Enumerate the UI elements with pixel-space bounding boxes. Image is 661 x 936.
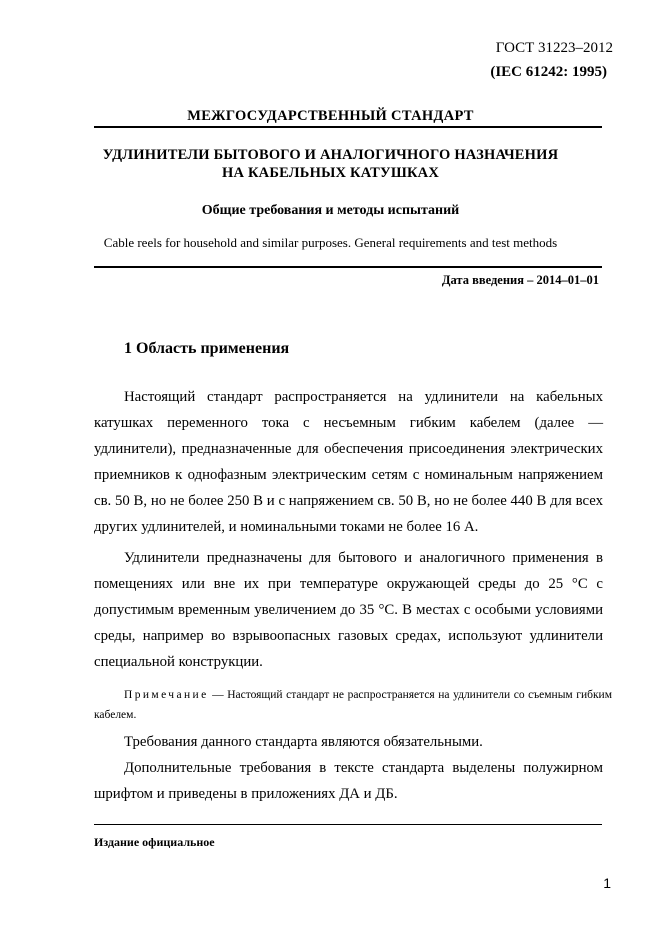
paragraph-application: Удлинители предназначены для бытового и аналогичного применения в помещениях или вне их при температуре окружающей среды до 25 °С с допустимым временным увеличением до 35 °С. В местах с особыми условиями среды, например во взрывоопасных газовых средах, используют удлинители специальной конструкции. xyxy=(94,550,603,670)
introduction-date: Дата введения – 2014–01–01 xyxy=(441,273,599,287)
page-number: 1 xyxy=(603,875,611,891)
gost-number: ГОСТ 31223–2012 xyxy=(495,40,613,56)
official-edition-label: Издание официальное xyxy=(94,835,215,849)
document-title xyxy=(0,146,661,182)
document-subtitle: Общие требования и методы испытаний xyxy=(201,203,460,218)
note-label: Примечание xyxy=(124,689,209,701)
title-line-1: УДЛИНИТЕЛИ БЫТОВОГО И АНАЛОГИЧНОГО НАЗНАЧЕНИЯ xyxy=(102,147,559,163)
english-title: Cable reels for household and similar purposes. General requirements and test methods xyxy=(103,235,558,250)
top-divider xyxy=(94,126,602,128)
title-line-2: НА КАБЕЛЬНЫХ КАТУШКАХ xyxy=(221,165,440,181)
paragraph-mandatory: Требования данного стандарта являются обязательными. xyxy=(124,734,483,750)
title-divider xyxy=(94,266,602,268)
note-text: — Настоящий стандарт не распространяется на удлинители со съемным гибким кабелем. xyxy=(94,689,612,721)
section-heading: 1 Область применения xyxy=(124,340,290,357)
iec-number: (IEC 61242: 1995) xyxy=(490,64,607,80)
footer-divider xyxy=(94,824,602,825)
paragraph-additional: Дополнительные требования в тексте стандарта выделены полужирном шрифтом и приведены в приложениях ДА и ДБ. xyxy=(94,760,603,802)
note xyxy=(94,685,612,725)
paragraph-scope: Настоящий стандарт распространяется на удлинители на кабельных катушках переменного тока с несъемным гибким кабелем (далее — удлинители), предназначенные для обеспечения присоединения электрических приемников к однофазным электрическим сетям с номинальным напряжением св. 50 В, но не более 250 В и с напряжением св. 50 В, но не более 440 В для всех других удлинителей, и номинальными токами не более 16 А. xyxy=(94,389,603,535)
standard-type-heading: МЕЖГОСУДАРСТВЕННЫЙ СТАНДАРТ xyxy=(187,108,474,124)
